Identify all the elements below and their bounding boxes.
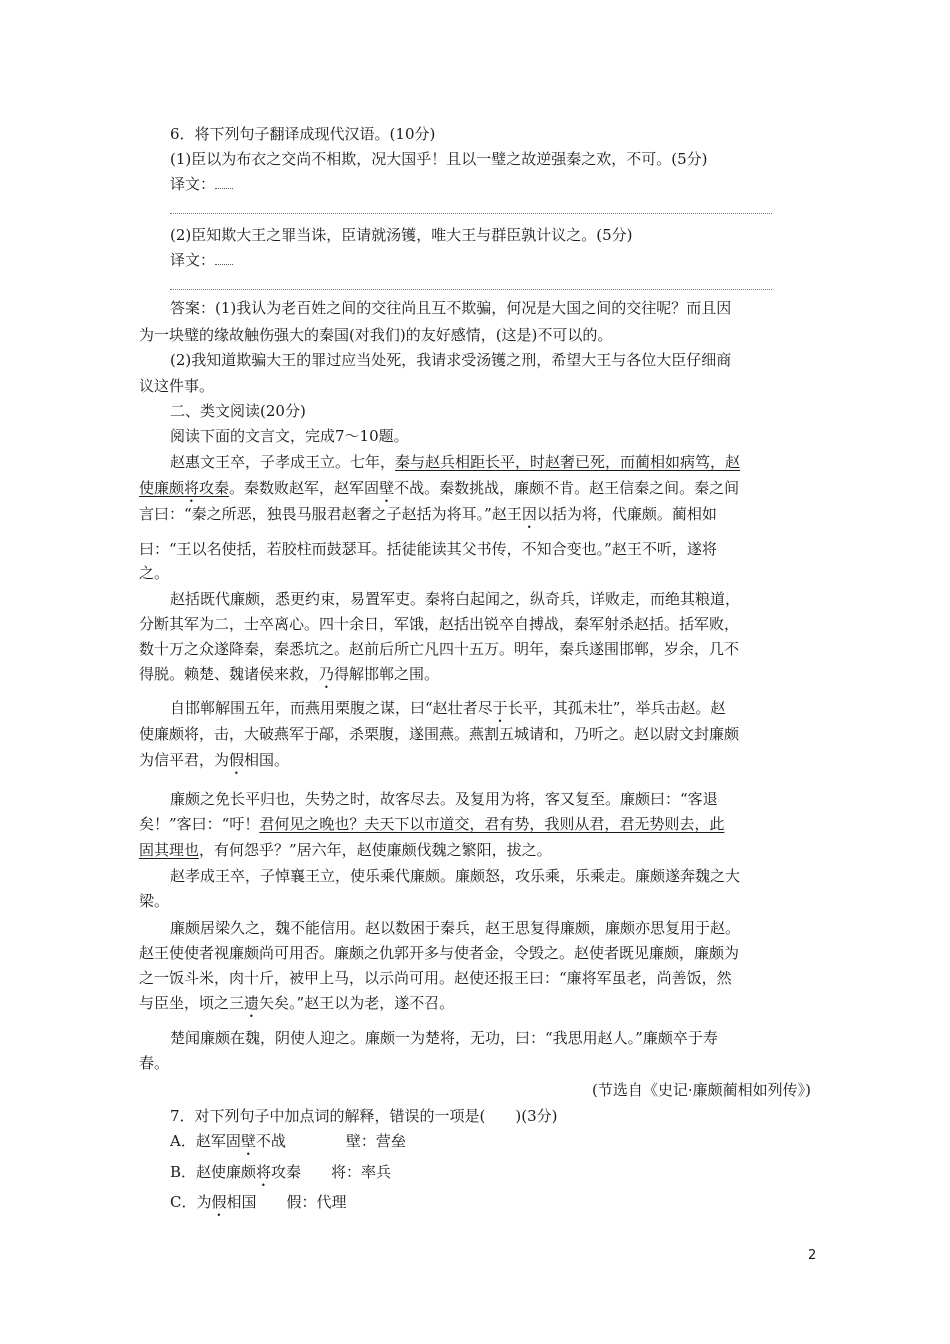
dotted-word: 因 [521,505,537,523]
underlined-sentence: 使廉颇 [139,479,185,497]
option-c [170,1192,347,1220]
underlined-sentence: 固其理也 [139,841,200,859]
passage-para-6-line-3: 之一饭斗米，肉十斤，被甲上马，以示尚可用。赵使还报王曰：“廉将军虽老，尚善饭，然 [139,969,732,987]
text: 长平，其孤未壮”，举兵击赵。赵 [507,699,726,717]
text: 相国。 [244,751,290,769]
text: 以括为将，代廉颇。蔺相如 [536,505,717,523]
passage-para-6-line-4 [139,993,454,1021]
answer-line-3: (2)我知道欺骗大王的罪过应当处死，我请求受汤镬之刑，希望大王与各位大臣仔细商 [170,351,732,369]
yiwen-label: 译文： [170,175,216,193]
translation-label-1 [170,174,233,194]
dotted-word: 乃 [319,665,335,683]
page-number: 2 [808,1248,817,1263]
answer-line [170,213,772,214]
text: B．赵使廉颇 [170,1163,257,1181]
passage-para-1-line-3 [139,504,717,532]
answer-line-4: 议这件事。 [139,377,215,395]
passage-para-3-line-2: 使廉颇将，击，大破燕军于鄗，杀栗腹，遂围燕。燕割五城请和，乃听之。赵以尉文封廉颇 [139,725,740,743]
question-6-sentence-1: (1)臣以为布衣之交尚不相欺，况大国乎！且以一璧之故逆强秦之欢，不可。(5分) [170,150,708,168]
text: 自邯郸解围五年，而燕用栗腹之谋，曰“赵壮者尽 [170,699,493,717]
passage-para-2-line-4 [139,664,439,692]
answer-line-1: 答案：(1)我认为老百姓之间的交往尚且互不欺骗，何况是大国之间的交往呢？而且因 [170,299,732,317]
text: 相国 假：代理 [226,1193,347,1211]
passage-para-2-line-3: 数十万之众遂降秦，秦悉坑之。赵前后所亡凡四十五万。明年，秦兵遂围邯郸，岁余，几不 [139,640,740,658]
text: C．为 [170,1193,212,1211]
dotted-word: 假 [229,751,245,769]
dotted-word: 将 [256,1163,272,1181]
text: 为信平君，为 [139,751,230,769]
passage-para-3-line-3 [139,750,289,778]
passage-source: (节选自《史记·廉颇蔺相如列传》) [592,1081,811,1099]
passage-para-1-line-5: 之。 [139,564,170,582]
passage-para-6-line-2: 赵王使使者视廉颇尚可用否。廉颇之仇郭开多与使者金，令毁之。赵使者既见廉颇，廉颇为 [139,944,740,962]
text: 得脱。赖楚、魏诸侯来救， [139,665,320,683]
passage-para-2-line-1: 赵括既代廉颇，悉更约束，易置军吏。秦将白起闻之，纵奇兵，详败走，而绝其粮道， [170,590,741,608]
passage-para-1-line-1 [170,452,740,472]
option-a [170,1131,406,1159]
text: 矢矣。”赵王以为老，遂不召。 [259,994,455,1012]
passage-para-3-line-1 [170,698,725,726]
section-2-intro: 阅读下面的文言文，完成7～10题。 [170,427,409,445]
passage-para-5-line-2: 梁。 [139,892,170,910]
text: 得解邯郸之围。 [334,665,440,683]
passage-para-1-line-4: 曰：“王以名使括，若胶柱而鼓瑟耳。括徒能读其父书传，不知合变也。”赵王不听，遂将 [139,540,717,558]
text: A．赵军固 [170,1132,241,1150]
text: ，有何怨乎？”居六年，赵使廉颇伐魏之繁阳，拔之。 [199,841,552,859]
dotted-word: 假 [211,1193,227,1211]
underlined-sentence: 君何见之晚也？夫天下以市道交，君有势，我则从君，君无势则去，此 [259,815,725,833]
passage-para-2-line-2: 分断其军为二，士卒离心。四十余日，军饿，赵括出锐卒自搏战，秦军射杀赵括。括军败， [139,615,740,633]
dotted-word: 壁 [240,1132,256,1150]
underlined-sentence: 攻秦 [199,479,230,497]
text: 不战 壁：营垒 [255,1132,406,1150]
dotted-word: 将 [184,479,200,497]
text: 矣！”客曰：“吁！ [139,815,260,833]
text: 言曰：“秦之所恶，独畏马服君赵奢之子赵括为将耳。”赵王 [139,505,522,523]
dotted-word: 遗 [244,994,260,1012]
underlined-sentence: 秦与赵兵相距长平，时赵奢已死，而蔺相如病笃，赵 [395,453,741,471]
answer-line-2: 为一块璧的缘故触伤强大的秦国(对我们)的友好感情，(这是)不可以的。 [139,326,613,344]
text: 。秦数败赵军，赵军固 [229,479,380,497]
question-6-title: 6．将下列句子翻译成现代汉语。(10分) [170,125,436,143]
dotted-word: 壁 [379,479,395,497]
text: 攻秦 将：率兵 [271,1163,392,1181]
passage-para-4-line-2 [139,814,724,834]
answer-blank [215,176,233,189]
passage-para-5-line-1: 赵孝成王卒，子悼襄王立，使乐乘代廉颇。廉颇怒，攻乐乘，乐乘走。廉颇遂奔魏之大 [170,867,741,885]
passage-para-4-line-1: 廉颇之免长平归也，失势之时，故客尽去。及复用为将，客又复至。廉颇曰：“客退 [170,790,718,808]
translation-label-2 [170,250,233,270]
passage-para-7-line-2: 春。 [139,1054,170,1072]
passage-para-1-line-2 [139,478,739,506]
dotted-word: 于 [492,699,508,717]
passage-para-4-line-3 [139,840,552,860]
passage-para-6-line-1: 廉颇居梁久之，魏不能信用。赵以数困于秦兵，赵王思复得廉颇，廉颇亦思复用于赵。 [170,919,741,937]
question-7-title: 7．对下列句子中加点词的解释，错误的一项是( )(3分) [170,1107,558,1125]
answer-blank [215,252,233,265]
text: 赵惠文王卒，子孝成王立。七年， [170,453,396,471]
passage-para-7-line-1: 楚闻廉颇在魏，阴使人迎之。廉颇一为楚将，无功，曰：“我思用赵人。”廉颇卒于寿 [170,1029,718,1047]
section-2-title: 二、类文阅读(20分) [170,402,306,420]
question-6-sentence-2: (2)臣知欺大王之罪当诛，臣请就汤镬，唯大王与群臣孰计议之。(5分) [170,226,633,244]
answer-line [170,289,772,290]
text: 不战。秦数挑战，廉颇不肯。赵王信秦之间。秦之间 [394,479,740,497]
option-b [170,1162,391,1190]
text: 与臣坐，顷之三 [139,994,245,1012]
yiwen-label: 译文： [170,251,216,269]
